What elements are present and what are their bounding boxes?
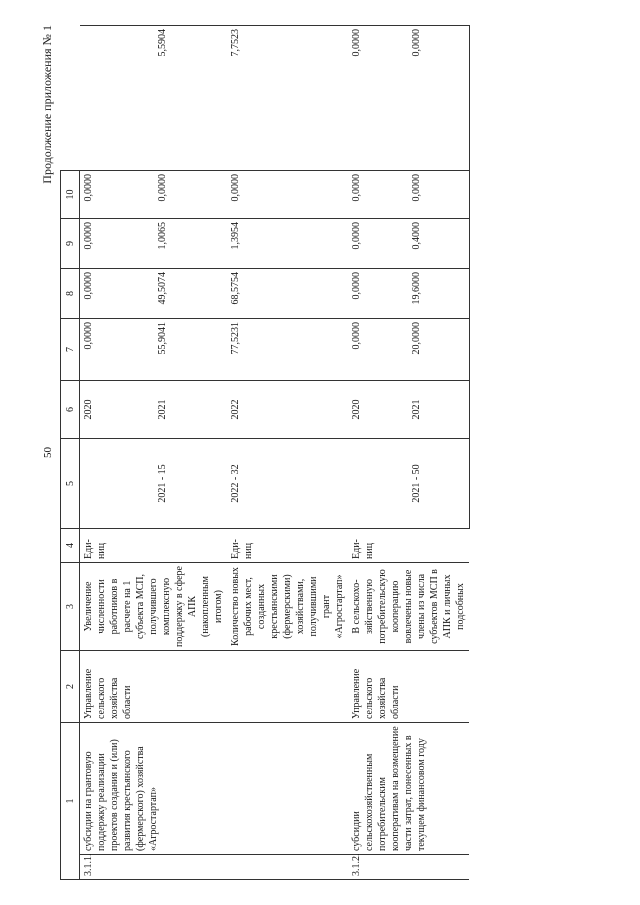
value-c8: 19,6000 xyxy=(408,269,469,319)
header-cell-5: 5 xyxy=(61,439,80,529)
value-c10: 0,0000 xyxy=(408,171,469,219)
target-value: 2021 - 50 xyxy=(408,439,469,529)
value-c8: 68,5754 xyxy=(227,269,348,319)
target-value: 2021 - 15 xyxy=(154,439,227,529)
header-cell-6: 6 xyxy=(61,381,80,439)
value-c7: 20,0000 xyxy=(408,319,469,381)
value-c10: 0,0000 xyxy=(154,171,227,219)
responsible-dept: Управление сельского хозяйства области xyxy=(80,651,349,723)
year: 2022 xyxy=(227,381,348,439)
value-c7: 77,5231 xyxy=(227,319,348,381)
value-c8: 49,5074 xyxy=(154,269,227,319)
value-c11: 5,5904 xyxy=(154,26,227,171)
value-c11: 0,0000 xyxy=(348,26,408,171)
value-c11: 7,7523 xyxy=(227,26,348,171)
value-c10: 0,0000 xyxy=(80,171,155,219)
value-c9: 0,0000 xyxy=(348,219,408,269)
target-value xyxy=(80,439,155,529)
measure-name: субсидии сельскохозяйственным потребительским кооперативам на возмещение части затрат, понесенных в текущем финансовом году xyxy=(348,723,469,855)
continuation-label: Продолжение приложения № 1 xyxy=(40,25,54,184)
target-value: 2022 - 32 xyxy=(227,439,348,529)
unit: Еди- ниц xyxy=(227,529,348,563)
row-number: 3.1.1. xyxy=(80,855,349,880)
unit: Еди- ниц xyxy=(80,529,228,563)
value-c8: 0,0000 xyxy=(80,269,155,319)
value-c11 xyxy=(80,26,155,171)
header-cell-2: 2 xyxy=(61,651,80,723)
header-cell-9: 9 xyxy=(61,219,80,269)
year: 2020 xyxy=(80,381,155,439)
value-c10: 0,0000 xyxy=(227,171,348,219)
responsible-dept: Управление сельского хозяйства области xyxy=(348,651,469,723)
unit: Еди- ниц xyxy=(348,529,469,563)
value-c9: 1,0065 xyxy=(154,219,227,269)
header-cell-1: 1 xyxy=(61,723,80,880)
table-body xyxy=(61,26,470,880)
measure-name: субсидии на грантовую поддержку реализации проектов создания и (или) развития крестьянского (фермерского) хозяйства «Агростартап» xyxy=(80,723,349,855)
value-c7: 0,0000 xyxy=(80,319,155,381)
year: 2020 xyxy=(348,381,408,439)
value-c9: 1,3954 xyxy=(227,219,348,269)
value-c7: 0,0000 xyxy=(348,319,408,381)
table-row xyxy=(80,26,155,880)
page-number: 50 xyxy=(42,447,54,458)
value-c10: 0,0000 xyxy=(348,171,408,219)
value-c8: 0,0000 xyxy=(348,269,408,319)
value-c7: 55,9041 xyxy=(154,319,227,381)
header-cell-4: 4 xyxy=(61,529,80,563)
year: 2021 xyxy=(154,381,227,439)
year: 2021 xyxy=(408,381,469,439)
header-cell-10: 10 xyxy=(61,171,80,219)
target-value xyxy=(348,439,408,529)
indicator-text: Увеличение численности работников в расчете на 1 субъекта МСП, получившего комплексную поддержку в сфере АПК (накопленным итогом) xyxy=(80,563,228,651)
header-cell-3: 3 xyxy=(61,563,80,651)
header-row xyxy=(61,26,80,880)
program-table xyxy=(60,25,470,880)
indicator-text: Количество новых рабочих мест, созданных крестьянскими (фермерскими) хозяйствами, получившими грант «Агростартап» xyxy=(227,563,348,651)
value-c11: 0,0000 xyxy=(408,26,469,171)
row-number: 3.1.2. xyxy=(348,855,469,880)
header-cell-7: 7 xyxy=(61,319,80,381)
value-c9: 0,0000 xyxy=(80,219,155,269)
indicator-text: В сельскохо-зяйственную потребительскую кооперацию вовлечены новые члены из числа субъектов МСП в АПК и личных подсобных xyxy=(348,563,469,651)
value-c9: 0,4000 xyxy=(408,219,469,269)
header-cell-8: 8 xyxy=(61,269,80,319)
table-row xyxy=(348,26,408,880)
